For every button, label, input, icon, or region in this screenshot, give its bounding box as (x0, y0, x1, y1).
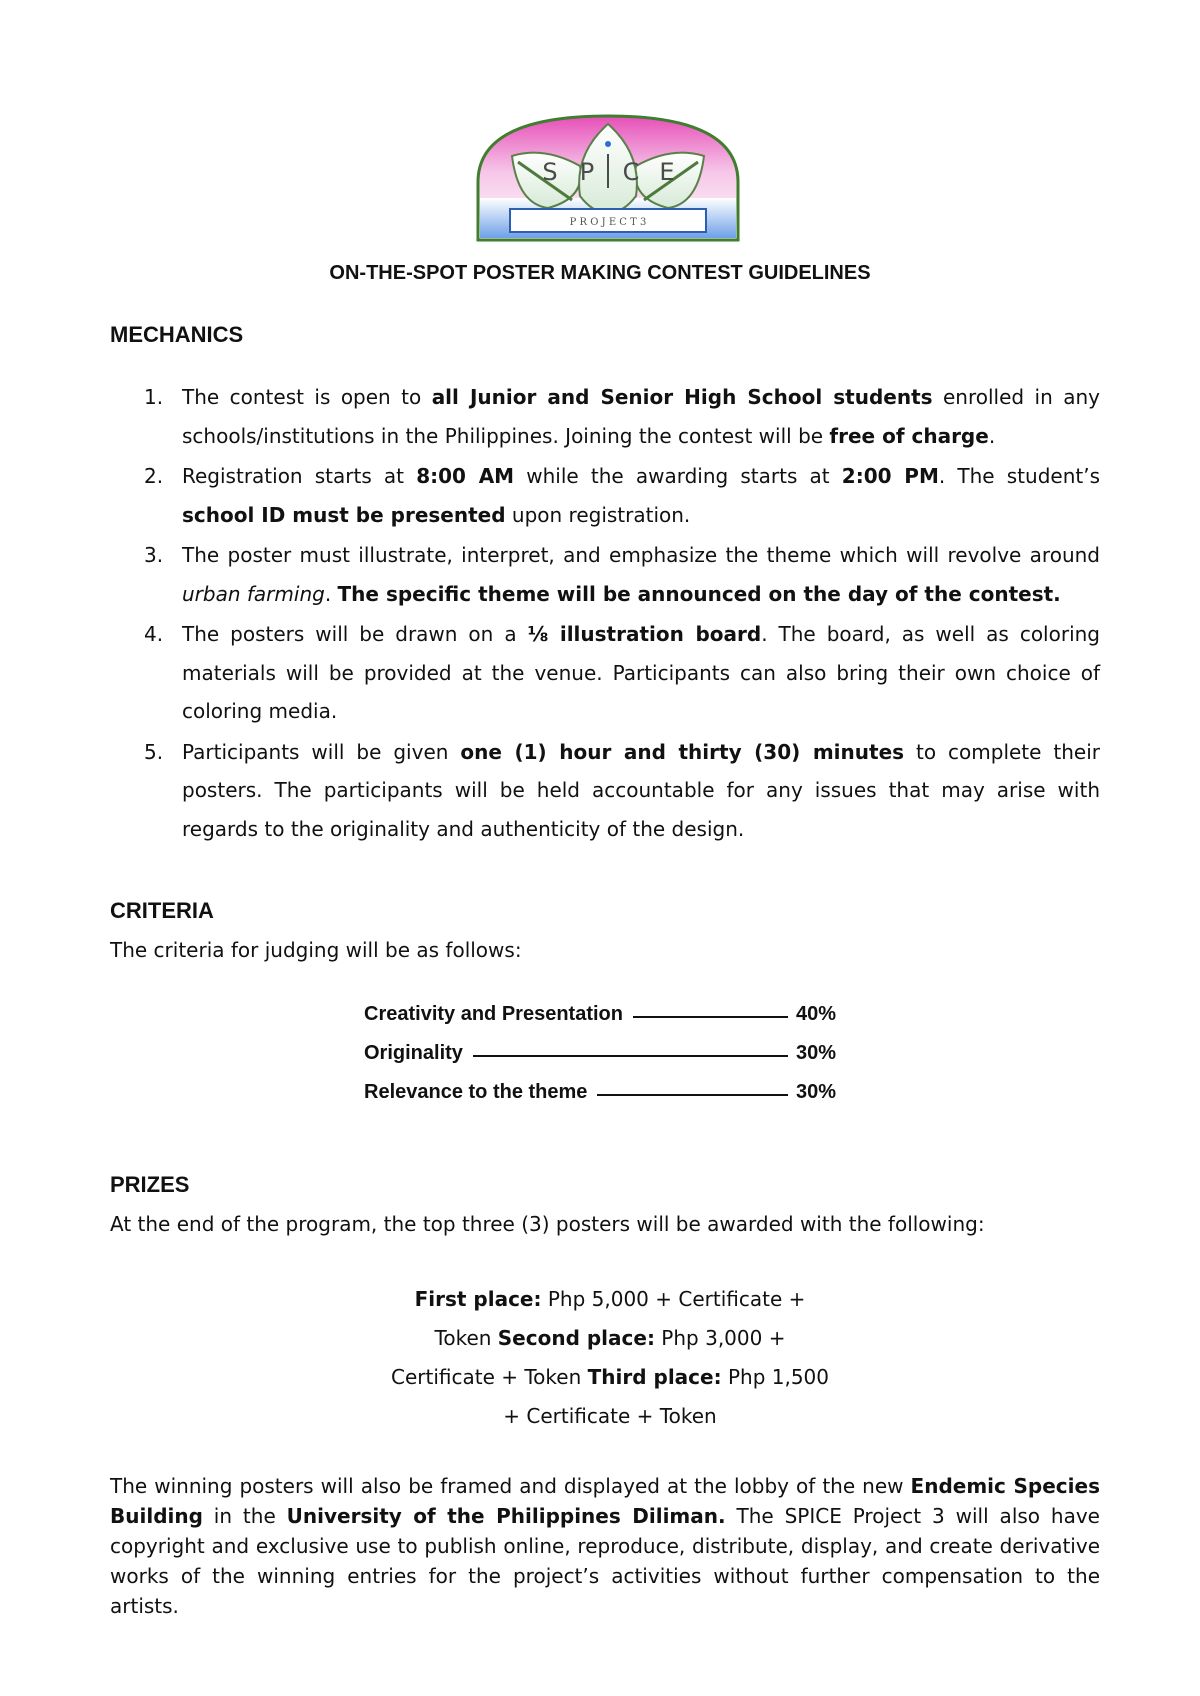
mechanics-item-number: 2. (144, 464, 164, 488)
prizes-list (340, 1280, 880, 1436)
mechanics-item-text: 2:00 PM (841, 464, 939, 488)
mechanics-item-text: The posters will be drawn on a (182, 622, 528, 646)
prize-text: Second place: (497, 1326, 655, 1350)
prize-line (340, 1397, 880, 1436)
prize-text: Token (434, 1326, 498, 1350)
mechanics-item (110, 615, 1100, 731)
mechanics-item (110, 536, 1100, 613)
mechanics-item-text: one (1) hour and thirty (30) minutes (460, 739, 905, 764)
logo-letter-s: S (542, 158, 558, 186)
logo-subtitle: P R O J E C T 3 (569, 217, 647, 228)
prize-text: Php 5,000 + Certificate + (541, 1287, 806, 1311)
criteria-label: Originality (364, 1042, 463, 1064)
mechanics-item-text: . The student’s (938, 464, 1100, 488)
spice-project-logo (474, 112, 742, 244)
mechanics-item-text: ⅛ illustration board (527, 622, 762, 646)
mechanics-item-text: while the awarding starts at (514, 464, 842, 488)
mechanics-item (110, 733, 1100, 849)
mechanics-item-text: urban farming (182, 581, 325, 606)
mechanics-item-text: . (988, 423, 996, 448)
prize-text: Certificate + Token (391, 1365, 588, 1389)
closing-text: in the (202, 1504, 287, 1528)
mechanics-list (110, 378, 1100, 850)
closing-text: University of the Philippines Diliman. (286, 1504, 726, 1528)
criteria-leader-line (597, 1094, 788, 1096)
mechanics-heading: MECHANICS (110, 322, 244, 347)
closing-text: Endemic Species Building (110, 1474, 1100, 1528)
mechanics-item-text: upon registration. (505, 502, 691, 527)
logo-letter-c: C (622, 158, 640, 186)
mechanics-item-number: 5. (144, 739, 164, 764)
mechanics-item-text: school ID must be presented (182, 502, 506, 527)
logo-letter-e: E (659, 158, 675, 186)
criteria-item (0, 1042, 1200, 1081)
criteria-label: Creativity and Presentation (364, 1003, 623, 1025)
logo-letter-p: P (579, 158, 595, 186)
criteria-leader-line (473, 1055, 788, 1057)
mechanics-item-text: 8:00 AM (416, 464, 515, 488)
mechanics-item-text: The poster must illustrate, interpret, and emphasize the theme which will revolve around (182, 543, 1100, 567)
mechanics-item-text: The contest is open to (182, 385, 432, 409)
prize-text: First place: (414, 1287, 542, 1311)
criteria-heading: CRITERIA (110, 898, 214, 923)
criteria-leader-line (633, 1016, 788, 1018)
criteria-intro: The criteria for judging will be as follows: (110, 938, 522, 962)
prize-line (340, 1358, 880, 1397)
criteria-list (0, 1003, 1200, 1120)
prize-line (340, 1280, 880, 1319)
criteria-item (0, 1081, 1200, 1120)
mechanics-item-text: Participants will be given (182, 739, 461, 764)
mechanics-item-number: 1. (144, 385, 164, 409)
mechanics-item (110, 457, 1100, 534)
mechanics-item-number: 4. (144, 622, 164, 646)
criteria-percent: 30% (795, 1081, 836, 1103)
closing-text: The winning posters will also be framed and displayed at the lobby of the new (110, 1474, 911, 1498)
criteria-label: Relevance to the theme (364, 1081, 588, 1103)
mechanics-item-number: 3. (144, 543, 164, 567)
mechanics-item-text: all Junior and Senior High School students (431, 385, 933, 409)
mechanics-item-text: to complete their posters. The participants will be held accountable for any issues that may arise with regards to the originality and authenticity of the design. (182, 739, 1101, 841)
mechanics-item-text: The specific theme will be announced on the day of the contest. (337, 581, 1061, 606)
mechanics-item-text: Registration starts at (182, 464, 417, 488)
prize-text: Third place: (587, 1365, 722, 1389)
criteria-item (0, 1003, 1200, 1042)
closing-paragraph (110, 1471, 1100, 1621)
prize-text: Php 3,000 + (654, 1326, 786, 1350)
prize-line (340, 1319, 880, 1358)
mechanics-item-text: . The board, as well as coloring materials will be provided at the venue. Participants can also bring their own choice of coloring media. (182, 622, 1100, 723)
mechanics-item (110, 378, 1100, 455)
prize-text: Php 1,500 (721, 1365, 829, 1389)
mechanics-item-text: enrolled in any schools/institutions in the Philippines. Joining the contest will be (182, 385, 1100, 448)
mechanics-item-text: . (324, 581, 338, 606)
prizes-heading: PRIZES (110, 1172, 190, 1197)
closing-text: The SPICE Project 3 will also have copyright and exclusive use to publish online, reproduce, distribute, display, and create derivative works of the winning entries for the project’s activities without further compensation to the artists. (110, 1504, 1100, 1618)
prize-text: + Certificate + Token (503, 1404, 717, 1428)
document-title: ON-THE-SPOT POSTER MAKING CONTEST GUIDELINES (329, 262, 871, 284)
mechanics-item-text: free of charge (829, 423, 989, 448)
criteria-percent: 40% (795, 1003, 836, 1025)
prizes-intro: At the end of the program, the top three (3) posters will be awarded with the following: (110, 1212, 985, 1236)
criteria-percent: 30% (795, 1042, 836, 1064)
